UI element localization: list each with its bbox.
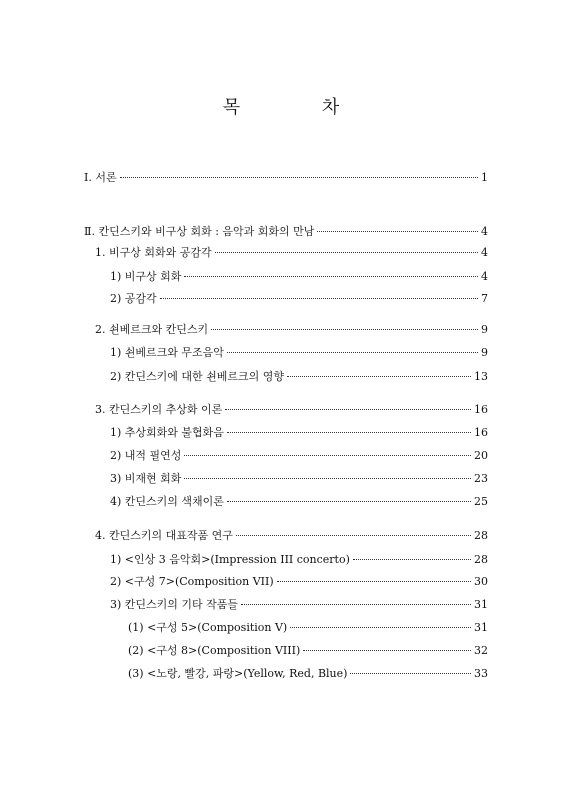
toc-entry — [110, 426, 488, 440]
toc-entry-label: (1) <구성 5>(Composition V) — [128, 621, 288, 634]
dot-leader — [120, 174, 478, 178]
toc-entry — [84, 225, 488, 239]
toc-entry — [95, 323, 488, 337]
dot-leader — [227, 498, 471, 502]
dot-leader — [184, 452, 471, 456]
dot-leader — [215, 249, 478, 253]
toc-entry-page: 31 — [474, 598, 488, 611]
dot-leader — [160, 295, 478, 299]
toc-entry-page: 23 — [474, 472, 488, 485]
toc-entry-page: 7 — [481, 292, 488, 305]
dot-leader — [353, 556, 471, 560]
dot-leader — [211, 326, 478, 330]
toc-entry-label: Ⅱ. 칸딘스키와 비구상 회화 : 음악과 회화의 만남 — [84, 225, 315, 238]
dot-leader — [184, 273, 478, 277]
toc-entry-label: 3) 비재현 회화 — [110, 472, 182, 485]
toc-entry-page: 28 — [474, 553, 488, 566]
page-title: 목 차 — [222, 97, 378, 118]
toc-entry — [110, 472, 488, 486]
toc-entry-page: 31 — [474, 621, 488, 634]
toc-entry-page: 16 — [474, 403, 488, 416]
toc-entry-label: 1) <인상 3 음악회>(Impression III concerto) — [110, 553, 350, 566]
toc-entry — [110, 370, 488, 384]
toc-entry — [110, 270, 488, 284]
toc-entry-label: 4. 칸딘스키의 대표작품 연구 — [95, 529, 233, 542]
toc-entry-label: 2) 내적 필연성 — [110, 449, 182, 462]
toc-entry-label: 2) 칸딘스키에 대한 쇤베르크의 영향 — [110, 370, 285, 383]
toc-entry-label: Ⅰ. 서론 — [84, 171, 117, 184]
dot-leader — [184, 475, 471, 479]
toc-entry-page: 9 — [481, 346, 488, 359]
toc-entry — [110, 553, 488, 567]
toc-entry — [128, 667, 488, 681]
toc-entry-page: 4 — [481, 270, 488, 283]
toc-entry-label: 3) 칸딘스키의 기타 작품들 — [110, 598, 239, 611]
toc-entry — [95, 403, 488, 417]
dot-leader — [225, 406, 471, 410]
toc-entry-label: 1) 쇤베르크와 무조음악 — [110, 346, 224, 359]
dot-leader — [277, 578, 471, 582]
toc-entry — [128, 621, 488, 635]
toc-entry-page: 25 — [474, 495, 488, 508]
toc-entry — [84, 171, 488, 185]
dot-leader — [287, 373, 471, 377]
dot-leader — [227, 349, 478, 353]
toc-entry — [110, 346, 488, 360]
toc-entry — [95, 529, 488, 543]
toc-entry-page: 9 — [481, 323, 488, 336]
toc-entry-label: 4) 칸딘스키의 색채이론 — [110, 495, 224, 508]
dot-leader — [227, 429, 471, 433]
toc-entry — [110, 292, 488, 306]
dot-leader — [236, 532, 471, 536]
toc-entry-page: 1 — [481, 171, 488, 184]
toc-entry-page: 30 — [474, 575, 488, 588]
toc-entry — [110, 495, 488, 509]
toc-entry-page: 4 — [481, 225, 488, 238]
toc-entry-page: 4 — [481, 246, 488, 259]
toc-entry-page: 32 — [474, 644, 488, 657]
toc-entry — [110, 598, 488, 612]
toc-entry-label: (2) <구성 8>(Composition VIII) — [128, 644, 301, 657]
toc-entry-page: 16 — [474, 426, 488, 439]
toc-entry-label: 1) 비구상 회화 — [110, 270, 182, 283]
toc-entry — [95, 246, 488, 260]
toc-entry-label: 2) <구성 7>(Composition VII) — [110, 575, 274, 588]
toc-entry-page: 33 — [474, 667, 488, 680]
toc-entry-page: 28 — [474, 529, 488, 542]
dot-leader — [350, 670, 471, 674]
dot-leader — [290, 624, 471, 628]
toc-entry-page: 20 — [474, 449, 488, 462]
dot-leader — [317, 228, 478, 232]
toc-entry-label: (3) <노랑, 빨강, 파랑>(Yellow, Red, Blue) — [128, 667, 348, 680]
dot-leader — [303, 647, 471, 651]
toc-entry-label: 2. 쇤베르크와 칸딘스키 — [95, 323, 209, 336]
dot-leader — [241, 601, 471, 605]
toc-entry — [128, 644, 488, 658]
toc-entry — [110, 575, 488, 589]
toc-entry — [110, 449, 488, 463]
toc-entry-label: 1. 비구상 회화와 공감각 — [95, 246, 212, 259]
toc-entry-label: 1) 추상회화와 불협화음 — [110, 426, 224, 439]
toc-entry-label: 3. 칸딘스키의 추상화 이론 — [95, 403, 223, 416]
toc-entry-page: 13 — [474, 370, 488, 383]
toc-entry-label: 2) 공감각 — [110, 292, 157, 305]
